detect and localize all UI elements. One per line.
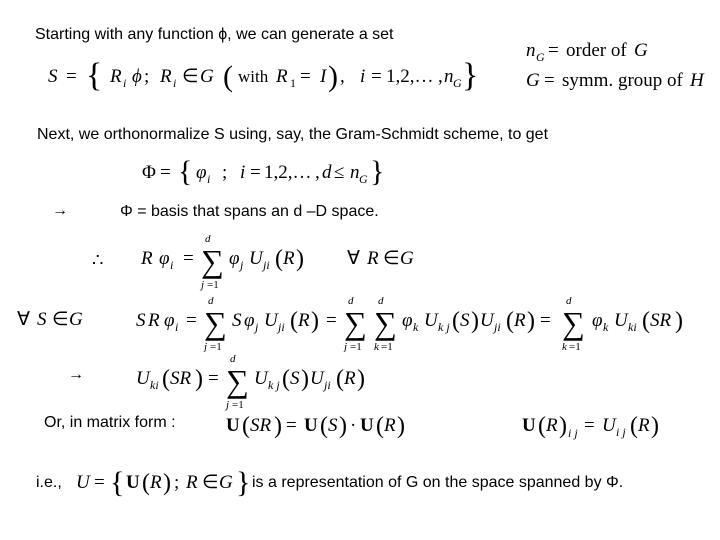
def-symm-group (526, 70, 705, 91)
svg-text:(: ( (162, 366, 170, 392)
svg-text:φ: φ (229, 248, 240, 269)
svg-text:;: ; (174, 472, 180, 493)
svg-text:SR: SR (170, 368, 192, 389)
svg-text:U: U (614, 310, 628, 331)
svg-text:}: } (462, 57, 479, 94)
svg-text:=1: =1 (210, 341, 222, 352)
svg-text:): ) (311, 308, 319, 334)
basis-arrow: → (52, 202, 68, 219)
svg-text:n: n (526, 40, 536, 61)
svg-text:ji: ji (263, 258, 270, 272)
svg-text:d: d (378, 295, 384, 307)
svg-text:=: = (544, 70, 555, 91)
svg-text:=1: =1 (232, 399, 244, 411)
svg-text:S: S (232, 310, 242, 331)
svg-text:1,2,…: 1,2,… (264, 162, 312, 183)
svg-text:SR: SR (650, 310, 672, 331)
eq1-quantifier (345, 244, 425, 274)
svg-text:): ) (357, 366, 365, 392)
svg-text:symm. group of: symm. group of (562, 70, 683, 91)
phi-set-formula (140, 152, 390, 192)
svg-text:G: G (536, 50, 545, 64)
svg-text:{: { (178, 155, 193, 188)
svg-text:U: U (304, 415, 318, 436)
svg-text:d: d (205, 233, 211, 245)
svg-text:,: , (315, 162, 320, 183)
svg-text:{: { (110, 466, 125, 499)
svg-text:=1: =1 (207, 279, 219, 291)
svg-text:ϕ: ϕ (132, 66, 142, 87)
svg-text:G: G (69, 309, 83, 330)
svg-text:(: ( (452, 308, 460, 334)
svg-text:R: R (514, 310, 526, 331)
svg-text:=: = (300, 66, 311, 87)
svg-text:(: ( (642, 308, 650, 334)
svg-text:i: i (360, 66, 366, 87)
svg-text:∈: ∈ (182, 66, 199, 87)
therefore-symbol: ∴ (92, 250, 104, 270)
svg-text:R: R (546, 415, 558, 436)
svg-text:R: R (148, 310, 160, 331)
svg-text:∀: ∀ (347, 248, 360, 269)
svg-text:=: = (250, 162, 261, 183)
svg-text:φ: φ (402, 310, 413, 331)
svg-text:i: i (173, 76, 177, 90)
svg-text:): ) (397, 413, 405, 439)
matrix-form-label: Or, in matrix form : (44, 414, 176, 431)
svg-text:=: = (186, 310, 197, 331)
svg-text:k j: k j (438, 320, 450, 334)
svg-text:ji: ji (278, 320, 285, 334)
svg-text:): ) (675, 308, 683, 334)
svg-text:i: i (175, 320, 179, 334)
svg-text:R: R (638, 415, 650, 436)
svg-text:R: R (367, 248, 379, 269)
svg-text:∈: ∈ (202, 472, 219, 493)
svg-text:(: ( (282, 366, 290, 392)
svg-text:=: = (286, 415, 297, 436)
svg-text:i: i (123, 76, 127, 90)
svg-text:): ) (339, 413, 347, 439)
svg-text:=: = (540, 310, 551, 331)
svg-text:(: ( (630, 413, 638, 439)
basis-text: Φ = basis that spans an d –D space. (120, 203, 379, 220)
svg-text:i: i (170, 258, 174, 272)
svg-text:n: n (350, 162, 360, 183)
svg-text:ji: ji (324, 378, 331, 392)
svg-text:∑: ∑ (344, 305, 367, 341)
svg-text:ji: ji (494, 320, 501, 334)
svg-text:R: R (298, 310, 310, 331)
eq1-formula (135, 232, 305, 294)
svg-text:(: ( (142, 470, 150, 496)
svg-text:=: = (548, 40, 559, 61)
svg-text:G: G (634, 40, 648, 61)
svg-text:with: with (238, 67, 269, 86)
svg-text:}: } (370, 155, 385, 188)
svg-text:U: U (249, 248, 263, 269)
svg-text:U: U (522, 415, 536, 436)
svg-text:): ) (559, 413, 567, 439)
svg-text:U: U (76, 472, 90, 493)
svg-text:∀: ∀ (17, 309, 30, 330)
conclusion-suffix: is a representation of G on the space spanned by Φ. (252, 474, 624, 491)
eq3-arrow: → (68, 366, 84, 383)
svg-text:;: ; (222, 162, 228, 183)
svg-text:i: i (240, 162, 246, 183)
eq2-quantifier (15, 305, 90, 335)
svg-text:(: ( (538, 413, 546, 439)
svg-text:SR: SR (250, 415, 272, 436)
svg-text:S: S (37, 309, 47, 330)
svg-text:(: ( (376, 413, 384, 439)
svg-text:R: R (283, 248, 295, 269)
svg-text:S: S (136, 310, 146, 331)
svg-text:i: i (207, 172, 211, 186)
svg-text:∑: ∑ (201, 243, 224, 279)
svg-text:∑: ∑ (374, 305, 397, 341)
svg-text:j: j (201, 279, 205, 291)
svg-text:U: U (602, 415, 616, 436)
svg-text:φ: φ (244, 310, 255, 331)
svg-text:U: U (310, 368, 324, 389)
svg-text:): ) (296, 246, 304, 272)
svg-text:≤: ≤ (334, 162, 345, 183)
svg-text:U: U (360, 415, 374, 436)
svg-text:d: d (348, 295, 354, 307)
svg-text:): ) (328, 60, 338, 93)
svg-text:∈: ∈ (52, 309, 69, 330)
svg-text:k j: k j (268, 378, 280, 392)
svg-text:I: I (320, 66, 327, 87)
svg-text:): ) (301, 366, 309, 392)
svg-text:G: G (200, 66, 214, 87)
svg-text:U: U (226, 415, 240, 436)
svg-text:=: = (584, 415, 595, 436)
svg-text:=: = (208, 368, 219, 389)
svg-text:): ) (163, 470, 171, 496)
svg-text:i j: i j (616, 425, 626, 439)
svg-text:k: k (603, 320, 609, 334)
svg-text:{: { (86, 57, 103, 94)
svg-text:): ) (274, 413, 282, 439)
svg-text:S: S (48, 66, 58, 87)
svg-text:∈: ∈ (383, 248, 400, 269)
svg-text:U: U (126, 472, 140, 493)
svg-text:G: G (453, 76, 462, 90)
svg-text:=: = (183, 248, 194, 269)
svg-text:d: d (566, 295, 572, 307)
svg-text:U: U (254, 368, 268, 389)
svg-text:G: G (400, 248, 414, 269)
svg-text:i j: i j (568, 426, 578, 440)
svg-text:S: S (290, 368, 300, 389)
intro-text: Starting with any function ϕ, we can generate a set (35, 26, 394, 43)
svg-text:d: d (230, 353, 236, 365)
def-order-of-g (526, 40, 648, 64)
conclusion-prefix: i.e., (36, 474, 62, 491)
svg-text:order of: order of (566, 40, 627, 61)
eq2-formula (130, 290, 690, 352)
svg-text:d: d (208, 295, 214, 307)
svg-text:,: , (438, 66, 443, 87)
svg-text:d: d (322, 162, 332, 183)
svg-text:j: j (240, 258, 244, 272)
svg-text:R: R (186, 472, 198, 493)
svg-text:=: = (326, 310, 337, 331)
svg-text:G: G (359, 172, 368, 186)
svg-text:G: G (219, 472, 233, 493)
svg-text:=: = (160, 162, 171, 183)
svg-text:1,2,…: 1,2,… (386, 66, 434, 87)
svg-text:Φ: Φ (142, 162, 156, 183)
svg-text:j: j (255, 320, 259, 334)
svg-text:}: } (236, 466, 251, 499)
svg-text:): ) (527, 308, 535, 334)
svg-text:): ) (651, 413, 659, 439)
svg-text:ki: ki (150, 378, 159, 392)
svg-text:S: S (460, 310, 470, 331)
svg-text:=: = (371, 66, 382, 87)
svg-text:(: ( (242, 413, 250, 439)
svg-text:R: R (160, 66, 172, 87)
svg-text:R: R (150, 472, 162, 493)
svg-text:ki: ki (628, 320, 637, 334)
svg-text:(: ( (290, 308, 298, 334)
svg-text:φ: φ (196, 162, 207, 183)
svg-text:φ: φ (592, 310, 603, 331)
orthonormalize-text: Next, we orthonormalize S using, say, the Gram-Schmidt scheme, to get (37, 126, 549, 143)
svg-text:j: j (226, 399, 230, 411)
svg-text:R: R (141, 248, 153, 269)
set-s-formula (40, 52, 480, 98)
svg-text:R: R (110, 66, 122, 87)
svg-text:=1: =1 (381, 341, 393, 352)
svg-text:H: H (690, 70, 704, 91)
matrix-product-formula (222, 408, 412, 442)
representation-set-formula (74, 464, 252, 504)
svg-text:U: U (480, 310, 494, 331)
svg-text:): ) (195, 366, 203, 392)
svg-text:S: S (328, 415, 338, 436)
svg-text:(: ( (320, 413, 328, 439)
svg-text:U: U (264, 310, 278, 331)
svg-text:k: k (413, 320, 419, 334)
svg-text:(: ( (223, 60, 233, 93)
svg-text:∑: ∑ (204, 305, 227, 341)
svg-text:=: = (94, 472, 105, 493)
definitions-block (524, 36, 718, 96)
svg-text:j: j (344, 341, 348, 352)
svg-text:∑: ∑ (226, 363, 249, 399)
svg-text:n: n (444, 66, 454, 87)
svg-text:φ: φ (159, 248, 170, 269)
svg-text:R: R (276, 66, 288, 87)
svg-text:∑: ∑ (562, 305, 585, 341)
eq3-formula (130, 352, 380, 414)
svg-text:k: k (562, 341, 567, 352)
svg-text:=1: =1 (350, 341, 362, 352)
svg-text:U: U (424, 310, 438, 331)
svg-text:j: j (204, 341, 208, 352)
svg-text:1: 1 (290, 76, 296, 90)
svg-text:,: , (340, 66, 345, 87)
svg-text:·: · (350, 415, 357, 436)
svg-text:R: R (384, 415, 396, 436)
svg-text:=1: =1 (569, 341, 581, 352)
svg-text:(: ( (275, 246, 283, 272)
matrix-element-formula (518, 408, 663, 442)
svg-text:(: ( (336, 366, 344, 392)
svg-text:(: ( (506, 308, 514, 334)
svg-text:U: U (136, 368, 150, 389)
svg-text:): ) (471, 308, 479, 334)
svg-text:G: G (526, 70, 540, 91)
svg-text:;: ; (144, 66, 150, 87)
svg-text:R: R (344, 368, 356, 389)
svg-text:k: k (374, 341, 379, 352)
svg-text:=: = (66, 66, 77, 87)
svg-text:φ: φ (164, 310, 175, 331)
